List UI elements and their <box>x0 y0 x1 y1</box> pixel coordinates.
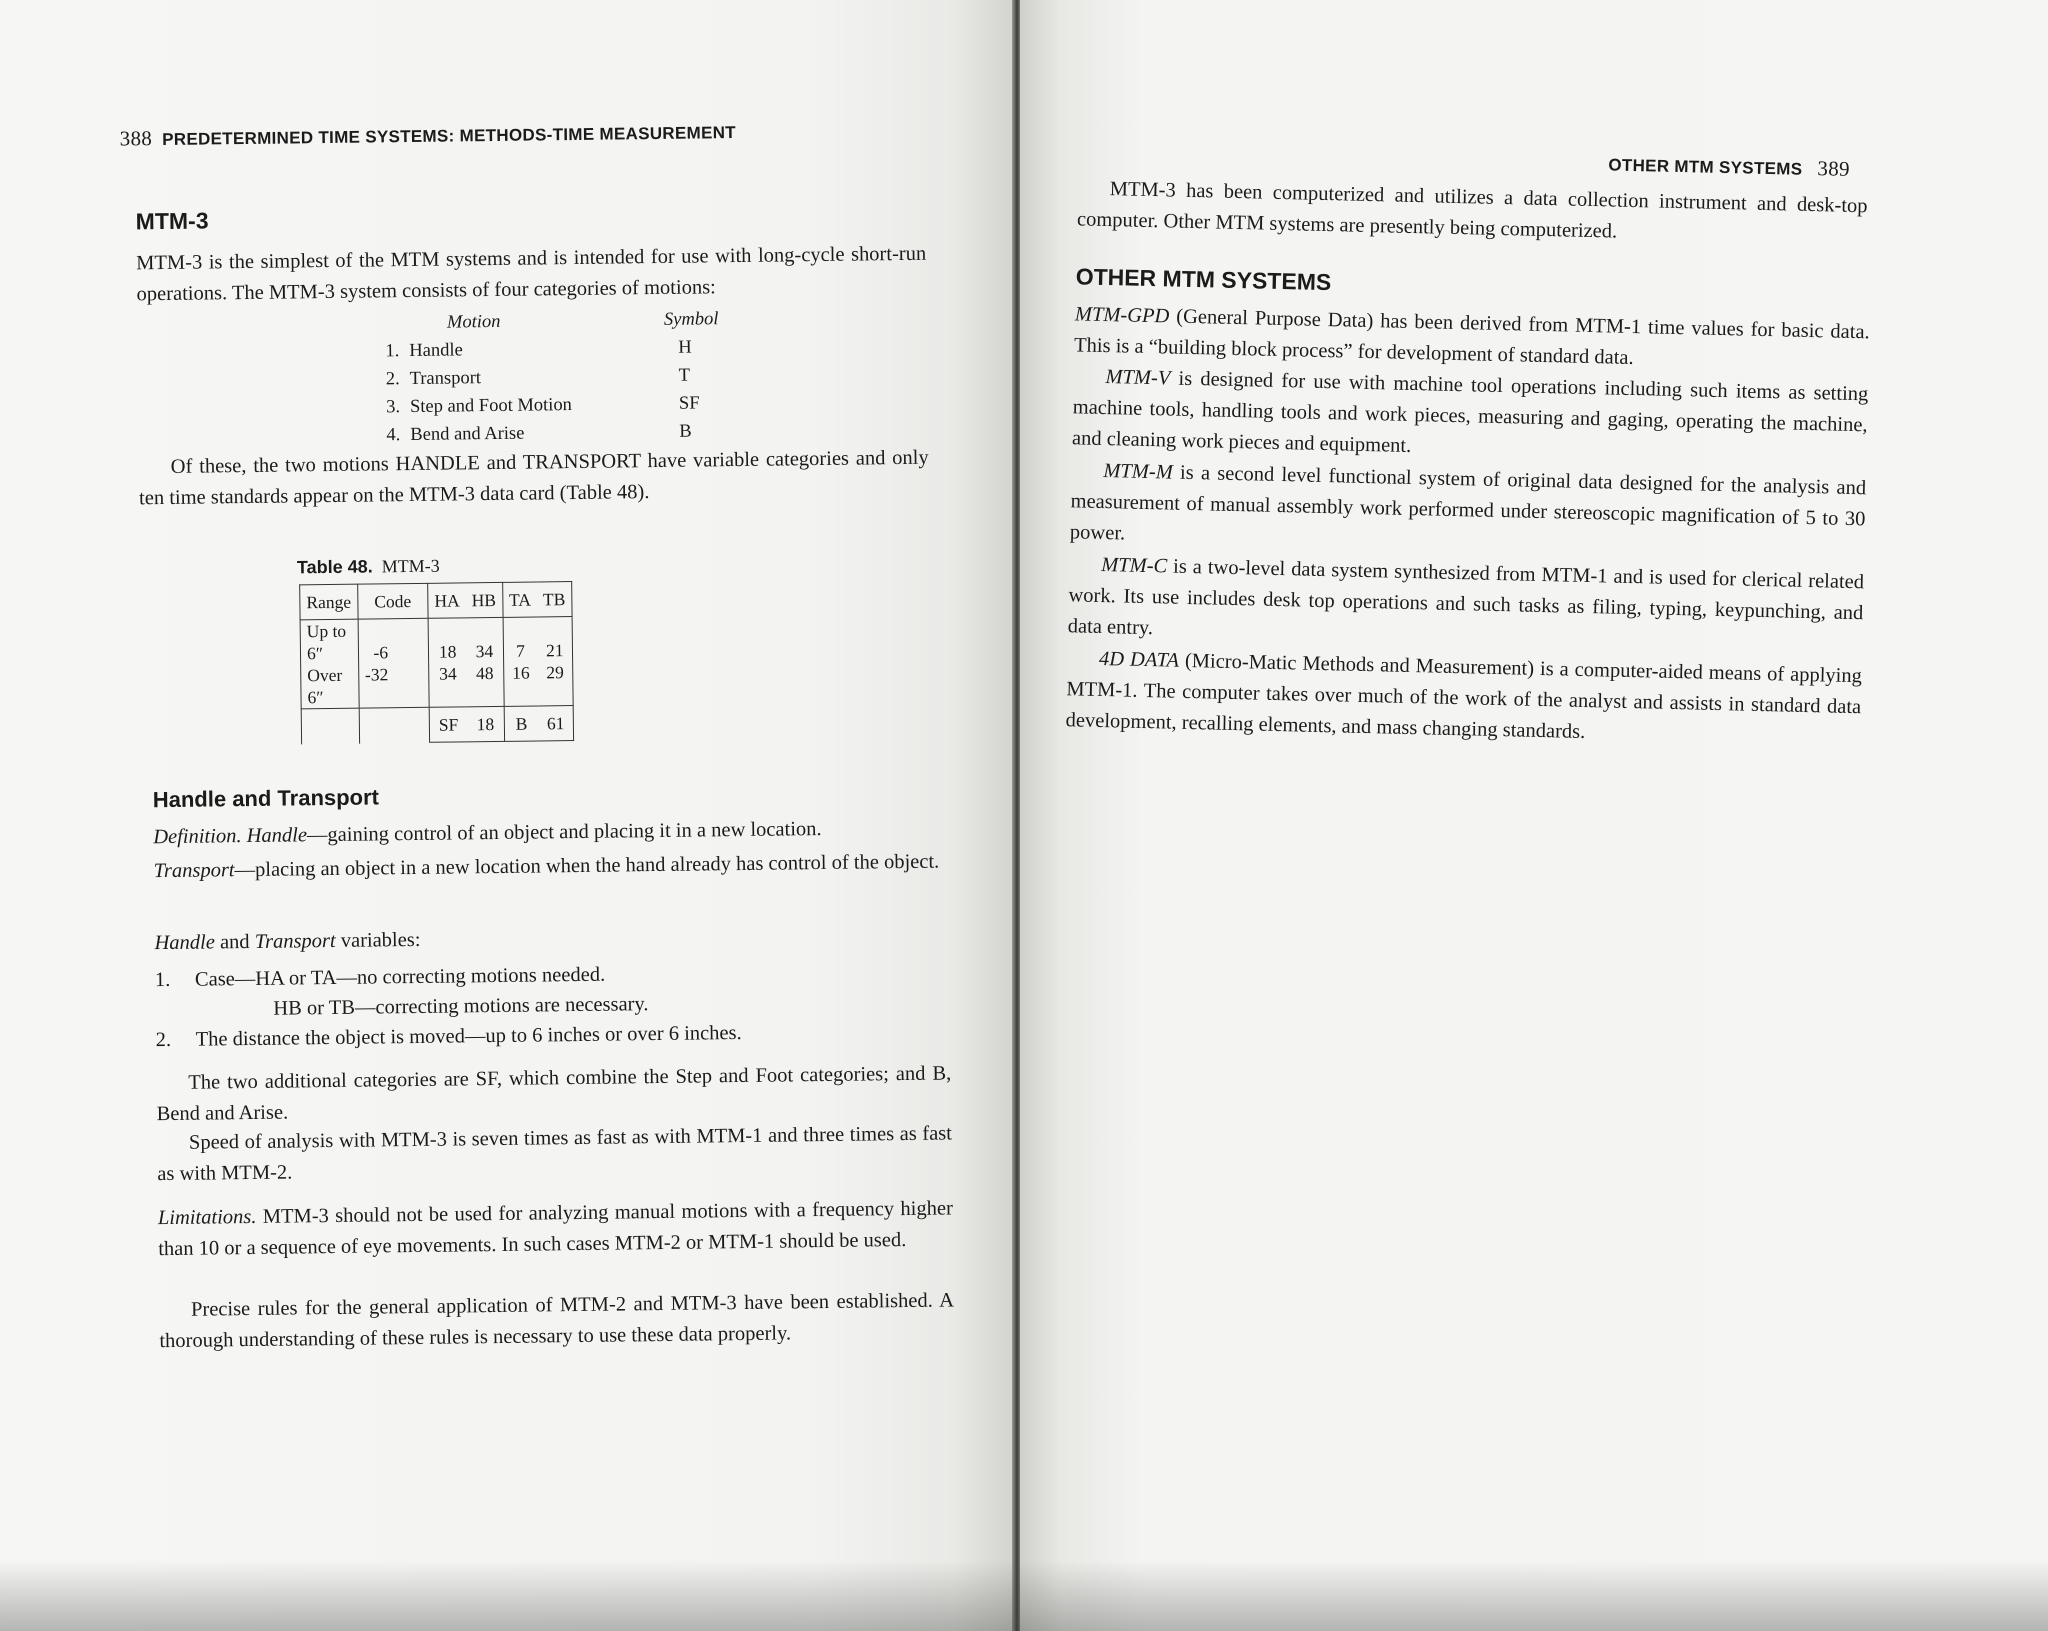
handle-definition: —gaining control of an object and placing it in a new location. <box>306 818 822 847</box>
table-header-cell: HA <box>428 583 466 618</box>
background-surface <box>0 1560 2048 1631</box>
limitations-label: Limitations. <box>157 1205 257 1230</box>
table-cell: B <box>504 706 539 741</box>
precise-paragraph <box>159 1285 955 1357</box>
speed-text: Speed of analysis with MTM-3 is seven times as fast as with MTM-1 and three times as fast as with MTM-2. <box>157 1122 953 1186</box>
list-item-number: 2. <box>385 369 400 390</box>
list-item-text: HB or TB—correcting motions are necessary. <box>273 993 649 1020</box>
table-cell-empty <box>301 708 359 744</box>
table-header-cell: HB <box>465 582 502 617</box>
list-item-number: 1. <box>154 968 171 992</box>
m-term: MTM-M <box>1103 460 1174 484</box>
list-item-number: 3. <box>386 397 401 418</box>
definition-label: Definition. <box>153 825 242 849</box>
list-item-number: 1. <box>385 341 400 362</box>
table-cell: 18 <box>438 641 457 662</box>
table-caption <box>297 556 440 579</box>
table-label: Table 48. <box>296 556 373 578</box>
table-header-cell: TB <box>537 582 572 617</box>
list-item-number: 2. <box>155 1028 172 1052</box>
d4-term: 4D DATA <box>1098 647 1180 672</box>
table-cell: 34 <box>475 641 494 662</box>
precise-text: Precise rules for the general application of MTM-2 and MTM-3 have been established. A thorough understanding of these rules is necessary to use these data properly. <box>159 1289 955 1353</box>
table-cell-empty <box>359 707 430 743</box>
table-header-cell: TA <box>502 582 537 617</box>
handle-term: Handle <box>246 824 308 848</box>
table-cell: 16 <box>511 662 530 683</box>
list-item <box>156 1018 742 1055</box>
page-number-left: 388 <box>119 126 153 151</box>
table-cell-ha <box>428 618 467 707</box>
table-cell-tb <box>537 617 573 706</box>
variables-transport-term: Transport <box>254 929 336 953</box>
list-item-motion: Handle <box>409 340 463 362</box>
table-cell: 21 <box>545 640 564 661</box>
of-these-paragraph <box>139 443 930 515</box>
table-cell: 7 <box>516 640 526 661</box>
list-item-motion: Transport <box>409 368 482 390</box>
list-item-motion: Step and Foot Motion <box>409 395 573 418</box>
table-cell: 18 <box>467 706 504 741</box>
table-cell-hb <box>466 617 504 706</box>
table-cell: 29 <box>546 662 564 683</box>
two-additional-text: The two additional categories are SF, which combine the Step and Foot categories; and B, Bend and Arise. <box>156 1062 952 1126</box>
variables-heading <box>154 918 949 959</box>
c-term: MTM-C <box>1100 553 1168 578</box>
transport-definition: —placing an object in a new location when the hand already has control of the object. <box>234 850 940 882</box>
list-item-symbol: SF <box>678 393 700 414</box>
table-header-cell: Code <box>357 583 428 619</box>
table-footer-row <box>301 706 573 744</box>
transport-term: Transport <box>153 859 235 883</box>
table-cell: Up to 6″ <box>306 620 347 664</box>
list-item-symbol: B <box>679 421 692 442</box>
table-header-cell: Range <box>300 584 358 620</box>
left-page <box>0 0 1015 1631</box>
table-row <box>300 617 573 709</box>
gpd-term: MTM-GPD <box>1074 303 1170 328</box>
page-number-right: 389 <box>1817 156 1851 181</box>
list-item-symbol: T <box>678 365 691 386</box>
running-head-right-title: OTHER MTM SYSTEMS <box>1608 155 1803 179</box>
computerized-text: MTM-3 has been computerized and utilizes a data collection instrument and desk-top computer. Other MTM systems are presently being computerized. <box>1076 178 1868 243</box>
computerized-paragraph <box>1077 173 1868 253</box>
table-cell: -32 <box>364 664 389 685</box>
of-these-text: Of these, the two motions HANDLE and TRANSPORT have variable categories and only ten time standards appear on the MTM-3 data card (Table 48). <box>138 446 929 510</box>
intro-paragraph: MTM-3 is the simplest of the MTM systems and is intended for use with long-cycle short-run operations. The MTM-3 system consists of four categories of motions: <box>136 242 927 306</box>
list-item-text: The distance the object is moved—up to 6 inches or over 6 inches. <box>195 1022 742 1051</box>
v-text: is designed for use with machine tool operations including such items as setting machine tools, handling tools and work pieces, measuring and gaging, operating the machine, and cleaning work pieces and equipment. <box>1071 367 1869 457</box>
list-item-motion: Bend and Arise <box>410 423 525 446</box>
v-paragraph <box>1072 361 1869 472</box>
table-cell: SF <box>429 707 467 742</box>
motion-list <box>371 309 753 454</box>
variables-handle-term: Handle <box>154 931 216 955</box>
table-cell-ta <box>503 617 539 706</box>
list-item-symbol: H <box>678 337 692 358</box>
table-cell: 48 <box>475 663 494 684</box>
section-title-other-mtm: OTHER MTM SYSTEMS <box>1075 263 1332 296</box>
variables-and: and <box>214 930 255 954</box>
running-head-left <box>120 119 737 152</box>
table-cell-code <box>358 618 429 708</box>
right-page <box>1020 0 2048 1631</box>
table-cell: 34 <box>439 663 457 684</box>
table-cell: 61 <box>538 706 573 741</box>
running-head-left-title: PREDETERMINED TIME SYSTEMS: METHODS-TIME MEASUREMENT <box>162 123 737 150</box>
table-cell-range <box>300 619 359 709</box>
c-text: is a two-level data system synthesized from MTM-1 and is used for clerical related work. Its use includes desk top operations and such tasks as filing, typing, keypunching, and data entry. <box>1067 555 1865 640</box>
table-header-row <box>300 582 572 620</box>
table-cell: Over 6″ <box>307 664 343 708</box>
mtm3-table <box>299 581 574 744</box>
section-title-mtm3: MTM-3 <box>135 207 209 235</box>
c-paragraph <box>1067 549 1864 660</box>
table-cell: -6 <box>373 642 389 663</box>
definition-transport <box>153 846 948 887</box>
limitations-text: MTM-3 should not be used for analyzing manual motions with a frequency higher than 10 or a sequence of eye movements. In such cases MTM-2 or MTM-1 should be used. <box>158 1197 953 1261</box>
list-item-number: 4. <box>386 425 401 446</box>
variables-list <box>155 958 742 1055</box>
section-title-handle-transport: Handle and Transport <box>152 784 380 813</box>
running-head-right <box>1608 151 1850 181</box>
symbol-column-header: Symbol <box>663 309 719 330</box>
variables-suffix: variables: <box>335 928 421 952</box>
table-title: MTM-3 <box>381 555 440 577</box>
motion-column-header: Motion <box>446 311 501 333</box>
m-text: is a second level functional system of original data designed for the analysis and measurement of manual assembly work performed under stereoscopic magnification of 5 to 30 power. <box>1069 461 1867 545</box>
m-paragraph <box>1070 455 1867 566</box>
v-term: MTM-V <box>1105 366 1171 390</box>
d4-paragraph <box>1065 643 1862 754</box>
gpd-text: (General Purpose Data) has been derived from MTM-1 time values for basic data. This is a “building block process” for development of standard data. <box>1073 305 1870 370</box>
limitations-paragraph <box>158 1193 954 1265</box>
list-item-text: Case—HA or TA—no correcting motions needed. <box>194 963 606 991</box>
d4-text: (Micro-Matic Methods and Measurement) is a computer-aided means of applying MTM-1. The computer takes over much of the work of the analyst and assists in standard data development, recalling elements, and mass changing standards. <box>1065 649 1863 744</box>
speed-paragraph <box>157 1118 953 1190</box>
